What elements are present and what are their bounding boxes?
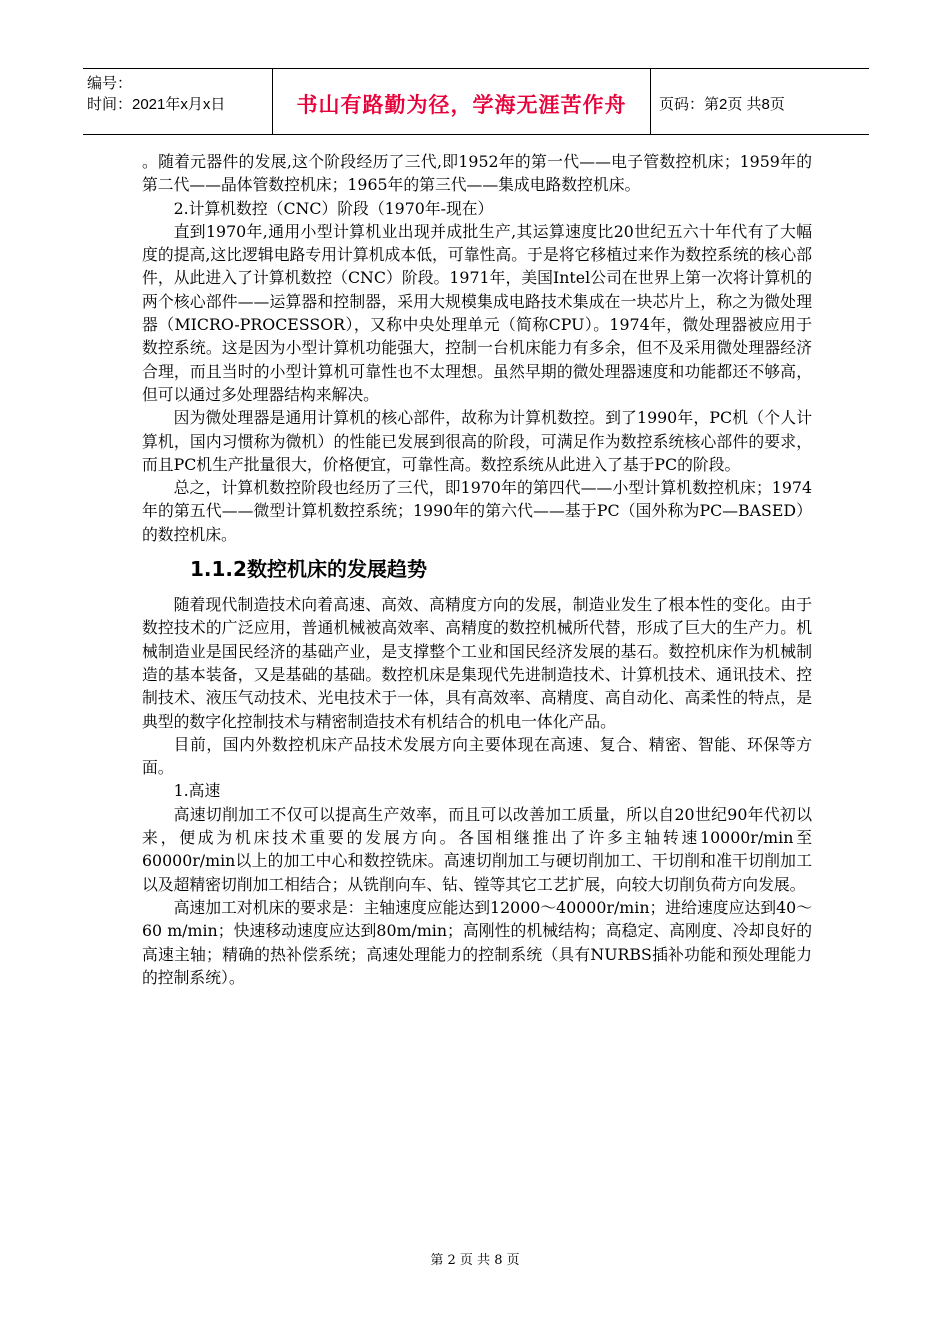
subheading: 2.计算机数控（CNC）阶段（1970年-现在） bbox=[173, 198, 494, 218]
paragraph: 随着现代制造技术向着高速、高效、高精度方向的发展，制造业发生了根本性的变化。由于数控技术的广泛应用，普通机械被高效率、高精度的数控机械所代替，形成了巨大的生产力。机械制造业是国民经济的基础产业，是支撑整个工业和国民经济发展的基石。数控机床作为机械制造的基本装备，又是基础的基础。数控机床是集现代先进制造技术、计算机技术、通讯技术、控制技术、液压气动技术、光电技术于一体，具有高效率、高精度、高自动化、高柔性的特点，是典型的数字化控制技术与精密制造技术有机结合的机电一体化产品。 bbox=[142, 595, 812, 731]
header-meta bbox=[83, 69, 273, 134]
paragraph: 高速切削加工不仅可以提高生产效率，而且可以改善加工质量，所以自20世纪90年代初以来，便成为机床技术重要的发展方向。各国相继推出了许多主轴转速10000r/min至60000r/min以上的加工中心和数控铣床。高速切削加工与硬切削加工、干切削和准干切削加工以及超精密切削加工相结合；从铣削向车、钻、镗等其它工艺扩展，向较大切削负荷方向发展。 bbox=[142, 804, 812, 894]
time-label: 时间：2021年x月x日 bbox=[87, 96, 226, 113]
motto: 书山有路勤为径，学海无涯苦作舟 bbox=[296, 92, 627, 117]
document-body bbox=[142, 150, 812, 989]
paragraph: 。随着元器件的发展,这个阶段经历了三代,即1952年的第一代——电子管数控机床；1959年的第二代——晶体管数控机床；1965年的第三代——集成电路数控机床。 bbox=[142, 152, 812, 195]
section-heading: 1.1.2数控机床的发展趋势 bbox=[190, 557, 427, 582]
paragraph: 因为微处理器是通用计算机的核心部件，故称为计算机数控。到了1990年，PC机（个人计算机，国内习惯称为微机）的性能已发展到很高的阶段，可满足作为数控系统核心部件的要求，而且PC机生产批量很大，价格便宜，可靠性高。数控系统从此进入了基于PC的阶段。 bbox=[142, 408, 812, 474]
paragraph: 直到1970年,通用小型计算机业出现并成批生产,其运算速度比20世纪五六十年代有了大幅度的提高,这比逻辑电路专用计算机成本低，可靠性高。于是将它移植过来作为数控系统的核心部件，从此进入了计算机数控（CNC）阶段。1971年，美国Intel公司在世界上第一次将计算机的两个核心部件——运算器和控制器，采用大规模集成电路技术集成在一块芯片上，称之为微处理器（MICRO-PROCESSOR），又称中央处理单元（简称CPU）。1974年，微处理器被应用于数控系统。这是因为小型计算机功能强大，控制一台机床能力有多余，但不及采用微处理器经济合理，而且当时的小型计算机可靠性也不太理想。虽然早期的微处理器速度和功能都还不够高，但可以通过多处理器结构来解决。 bbox=[142, 221, 812, 404]
paragraph: 目前，国内外数控机床产品技术发展方向主要体现在高速、复合、精密、智能、环保等方面。 bbox=[142, 734, 812, 778]
page-footer: 第 2 页 共 8 页 bbox=[430, 1253, 520, 1268]
page-header bbox=[83, 68, 869, 135]
paragraph: 总之，计算机数控阶段也经历了三代，即1970年的第四代——小型计算机数控机床；1974年的第五代——微型计算机数控系统；1990年的第六代——基于PC（国外称为PC—BASED）的数控机床。 bbox=[142, 478, 812, 544]
paragraph: 高速加工对机床的要求是：主轴速度应能达到12000～40000r/min；进给速度应达到40～60 m/min；快速移动速度应达到80m/min；高刚性的机械结构；高稳定、高刚度、冷却良好的高速主轴；精确的热补偿系统；高速处理能力的控制系统（具有NURBS插补功能和预处理能力的控制系统）。 bbox=[142, 897, 812, 987]
header-motto-cell bbox=[273, 69, 651, 134]
code-label: 编号： bbox=[87, 75, 133, 92]
page-number-label: 页码：第2页 共8页 bbox=[659, 96, 785, 113]
header-page-cell bbox=[651, 69, 869, 134]
subheading: 1.高速 bbox=[173, 781, 221, 801]
